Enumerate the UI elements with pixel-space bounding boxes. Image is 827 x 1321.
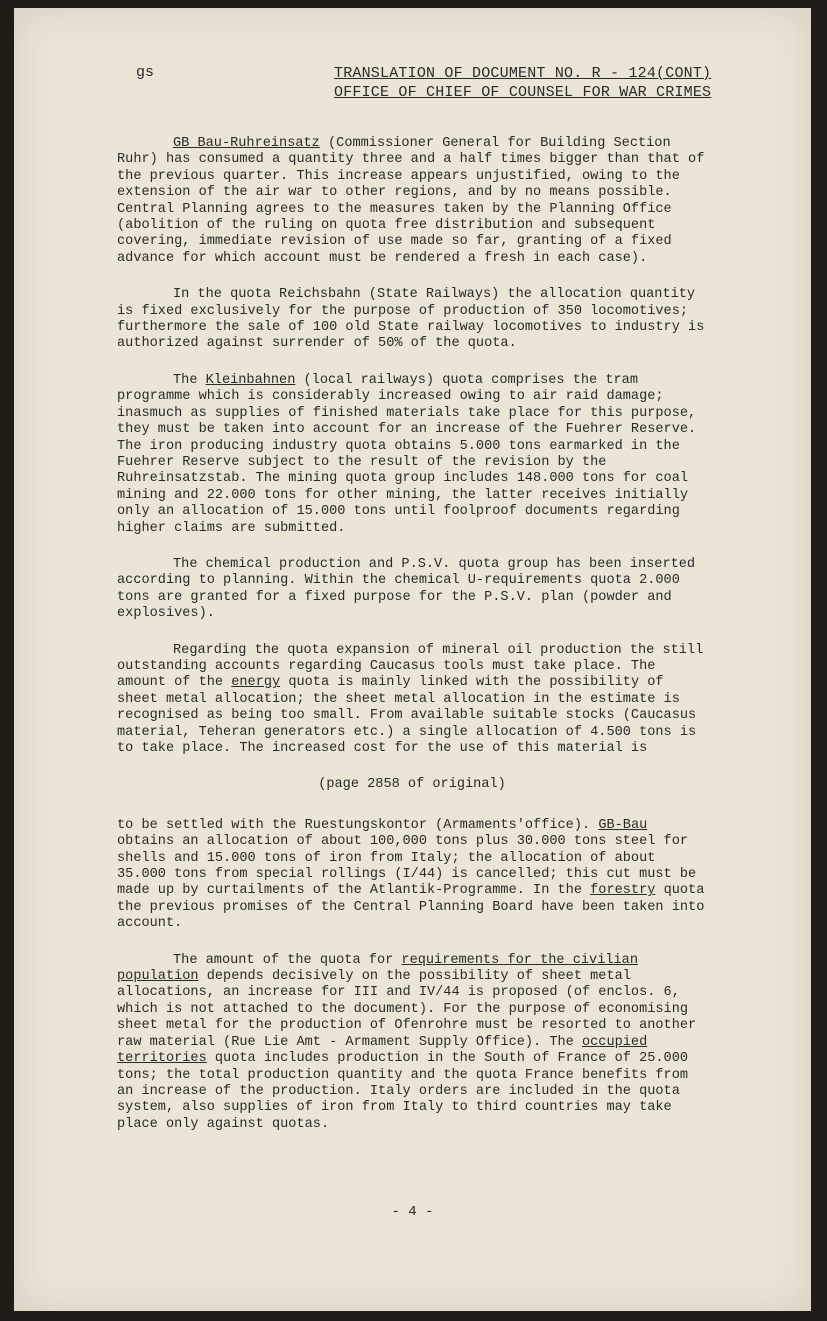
paragraph-gb-bau-ruhreinsatz: GB Bau-Ruhreinsatz (Commissioner General for Building Section Ruhr) has consumed a quantity three and a half times bigger than that of the previous quarter. This increase appears unjustified, owing to the extension of the air war to other regions, and by no means possible. Central Planning agrees to the measures taken by the Planning Office (abolition of the ruling on quota free distribution and subsequent covering, immediate revision of use made so far, granting of a fixed advance for which account must be rendered a fresh in each case). bbox=[117, 136, 705, 266]
underlined-term: GB Bau-Ruhreinsatz bbox=[173, 136, 320, 151]
page-number: - 4 - bbox=[391, 1204, 434, 1220]
paragraph-gb-bau: to be settled with the Ruestungskontor (Armaments'office). GB-Bau obtains an allocation of about 100,000 tons plus 30.000 tons steel for shells and 15.000 tons of iron from Italy; the allocation of about 35.000 tons from special rollings (I/44) is cancelled; this cut must be made up by curtailments of the Atlantik-Programme. In the forestry quota the previous promises of the Central Planning Board have been taken into account. bbox=[117, 817, 705, 932]
original-page-reference: (page 2858 of original) bbox=[318, 777, 506, 793]
document-header bbox=[334, 64, 711, 102]
underlined-term: energy bbox=[231, 675, 281, 691]
document-body bbox=[117, 136, 707, 1153]
underlined-term: occupied territories bbox=[117, 1034, 648, 1067]
paragraph-reichsbahn: In the quota Reichsbahn (State Railways) the allocation quantity is fixed exclusively for the purpose of production of 350 locomotives; furthermore the sale of 100 old State railway locomotives to industry is authorized against surrender of 50% of the quota. bbox=[117, 287, 705, 352]
typist-initials: gs bbox=[136, 64, 155, 81]
office-title: OFFICE OF CHIEF OF COUNSEL FOR WAR CRIMES bbox=[334, 84, 712, 101]
document-page bbox=[14, 8, 811, 1311]
underlined-term: requirements for the civilian population bbox=[117, 952, 638, 985]
underlined-term: forestry bbox=[590, 883, 656, 899]
paragraph-civilian-population: The amount of the quota for requirements for the civilian population depends decisively on the possibility of sheet metal allocations, an increase for III and IV/44 is proposed (of enclos. 6, which is not attached to the document). For the purpose of economising sheet metal for the production of Ofenrohre must be resorted to another raw material (Rue Lie Amt - Armament Supply Office). The occupied territories quota includes production in the South of France of 25.000 tons; the total production quantity and the quota France benefits from an increase of the production. Italy orders are included in the quota system, also supplies of iron from Italy to third countries may take place only against quotas. bbox=[117, 952, 697, 1132]
paragraph-kleinbahnen: The Kleinbahnen (local railways) quota comprises the tram programme which is considerably increased owing to air raid damage; inasmuch as supplies of finished materials take place for this purpose, they must be taken into account for an increase of the Fuehrer Reserve. The iron producing industry quota obtains 5.000 tons earmarked in the Fuehrer Reserve subject to the result of the revision by the Ruhreinsatzstab. The mining quota group includes 148.000 tons for coal mining and 22.000 tons for other mining, the latter receives initially only an allocation of 15.000 tons until foolproof documents regarding higher claims are submitted. bbox=[117, 372, 697, 536]
underlined-term: GB-Bau bbox=[598, 817, 648, 833]
translation-title: TRANSLATION OF DOCUMENT NO. R - 124(CONT) bbox=[334, 65, 712, 82]
underlined-term: Kleinbahnen bbox=[205, 372, 296, 388]
paragraph-chemical-production: The chemical production and P.S.V. quota group has been inserted according to planning. Within the chemical U-requirements quota 2.000 tons are granted for a fixed purpose for the P.S.V. plan (powder and explosives). bbox=[117, 556, 696, 622]
paragraph-mineral-oil: Regarding the quota expansion of mineral oil production the still outstanding accounts regarding Caucasus tools must take place. The amount of the energy quota is mainly linked with the possibility of sheet metal allocation; the sheet metal allocation in the estimate is recognised as being too small. From available suitable stocks (Caucasus material, Teheran generators etc.) a single allocation of 4.500 tons is to take place. The increased cost for the use of this material is bbox=[117, 642, 704, 756]
